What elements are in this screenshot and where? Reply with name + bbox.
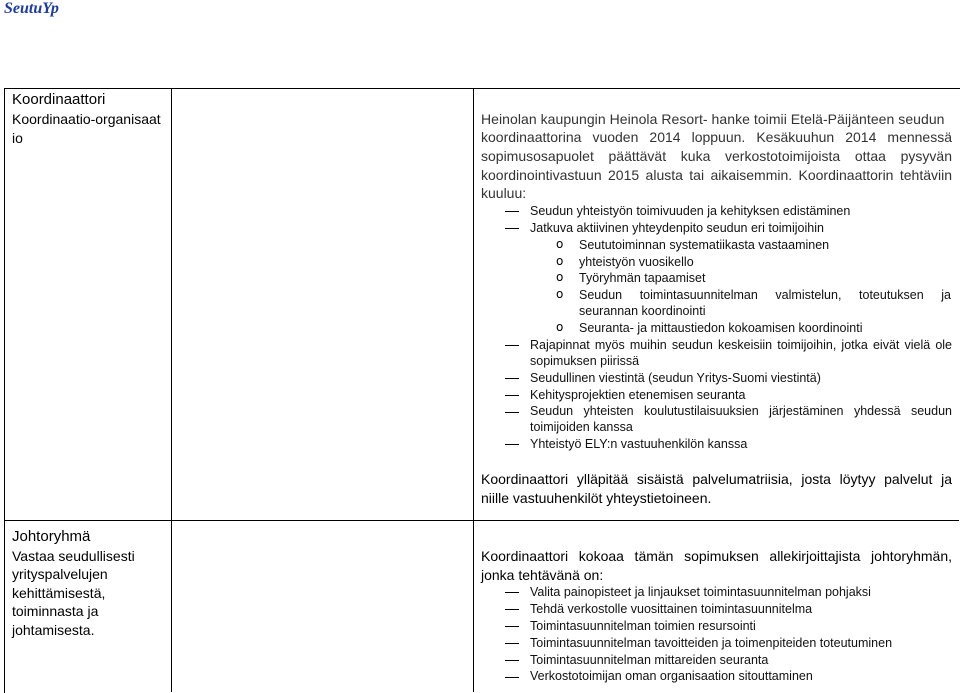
list-item: Rajapinnat myös muihin seudun keskeisiin toimijoihin, jotka eivät vielä ole [530,338,952,352]
row-divider [4,520,959,521]
list-item: Jatkuva aktiivinen yhteydenpito seudun eri toimijoihin [530,221,824,235]
circle-bullet-icon: ο [556,320,564,334]
dash-bullet [505,444,519,445]
row-desc-line: kehittämisestä, [12,585,106,601]
dash-bullet [505,378,519,379]
circle-bullet-icon: ο [556,254,564,268]
sub-list-item: Seututoiminnan systematiikasta vastaaminen [579,238,830,252]
row-subheading-line1: Koordinaatio-organisaat [12,111,161,127]
sub-list-item-continued: seurannan koordinointi [579,304,706,318]
dash-bullet [505,211,519,212]
sub-list-item: Seudun toimintasuunnitelman valmistelun, toteutuksen ja [579,288,951,302]
list-item: Toimintasuunnitelman tavoitteiden ja toimenpiteiden toteutuminen [530,636,893,650]
list-item: Yhteistyö ELY:n vastuuhenkilön kanssa [530,437,748,451]
row-heading-johtoryhma: Johtoryhmä [12,528,91,545]
list-item-continued: toimijoiden kanssa [530,420,633,434]
dash-bullet [505,609,519,610]
dash-bullet [505,395,519,396]
intro-line-2: koordinaattorina vuoden 2014 loppuun. Kesäkuuhun 2014 mennessä [481,129,952,145]
circle-bullet-icon: ο [556,237,564,251]
johtoryhma-intro-1: Koordinaattori kokoaa tämän sopimuksen allekirjoittajista johtoryhmän, [481,548,952,564]
column-divider-1 [171,88,172,692]
sub-list-item: yhteistyön vuosikello [579,255,694,269]
list-item: Toimintasuunnitelman mittareiden seuranta [530,653,769,667]
header-logo: SeutuYp [4,0,59,17]
dash-bullet [505,626,519,627]
sub-list-item: Seuranta- ja mittaustiedon kokoamisen koordinointi [579,321,863,335]
circle-bullet-icon: ο [556,270,564,284]
intro-line-1: Heinolan kaupungin Heinola Resort- hanke toimii Etelä-Päijänteen seudun [481,111,945,127]
circle-bullet-icon: ο [556,287,564,301]
list-item: Tehdä verkostolle vuosittainen toimintasuunnitelma [530,602,813,616]
row-heading-koordinaattori: Koordinaattori [12,91,106,108]
dash-bullet [505,592,519,593]
list-item: Seudullinen viestintä (seudun Yritys-Suomi viestintä) [530,371,821,385]
column-divider-2 [473,88,474,692]
intro-line-5: kuuluu: [481,185,527,201]
closing-line-2: niille vastuuhenkilöt yhteystietoineen. [481,490,712,506]
dash-bullet [505,660,519,661]
list-item: Kehitysprojektien etenemisen seuranta [530,388,746,402]
row-desc-line: yrityspalvelujen [12,566,108,582]
list-item: Toimintasuunnitelman toimien resursointi [530,619,756,633]
closing-line-1: Koordinaattori ylläpitää sisäistä palvelumatriisia, josta löytyy palvelut ja [481,471,952,487]
dash-bullet [505,677,519,678]
dash-bullet [505,412,519,413]
dash-bullet [505,345,519,346]
intro-line-3: sopimusosapuolet päättävät kuka verkostotoimijoista ottaa pysyvän [481,148,952,164]
row-desc-line: Vastaa seudullisesti [12,548,135,564]
list-item-continued: sopimuksen piirissä [530,354,640,368]
list-item: Valita painopisteet ja linjaukset toimintasuunnitelman pohjaksi [530,585,871,599]
list-item: Verkostotoimijan oman organisaation sitouttaminen [530,669,813,683]
list-item: Seudun yhteistyön toimivuuden ja kehityksen edistäminen [530,204,851,218]
row-subheading-line2: io [12,130,23,146]
dash-bullet [505,228,519,229]
intro-line-4: koordinointivastuun 2015 alusta tai aikaisemmin. Koordinaattorin tehtäviin [481,167,952,183]
sub-list-item: Työryhmän tapaamiset [579,271,706,285]
row-desc-line: johtamisesta. [12,622,95,638]
row-desc-line: toiminnasta ja [12,603,99,619]
johtoryhma-intro-2: jonka tehtävänä on: [481,567,604,583]
dash-bullet [505,643,519,644]
list-item: Seudun yhteisten koulutustilaisuuksien järjestäminen yhdessä seudun [530,404,952,418]
